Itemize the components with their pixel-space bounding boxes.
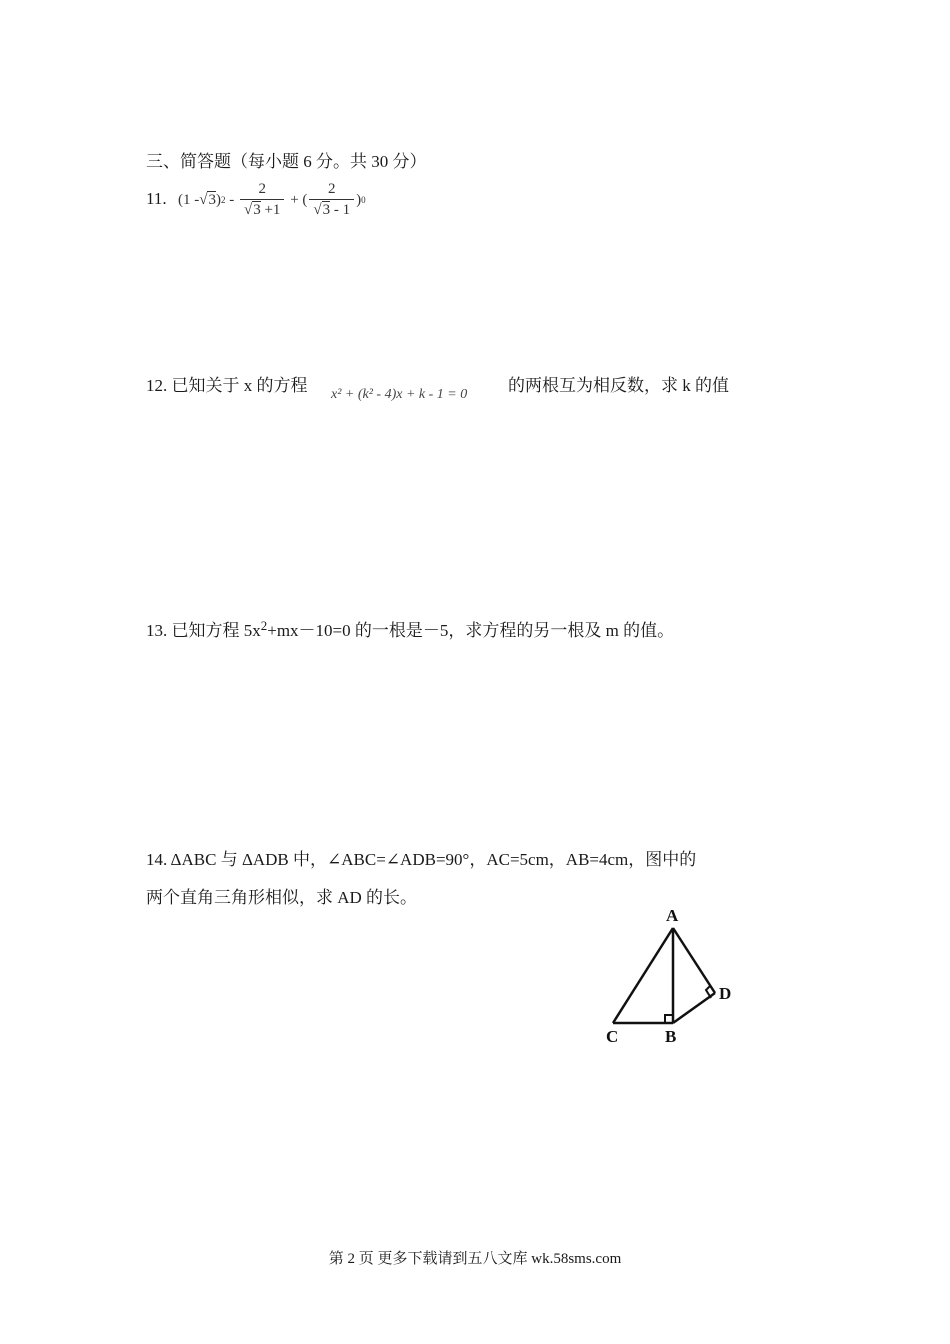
- q12-suffix: 的两根互为相反数，求 k 的值: [508, 376, 729, 395]
- q14-line-2: 两个直角三角形相似，求 AD 的长。: [146, 888, 418, 907]
- label-a: A: [666, 906, 679, 925]
- q11-number: 11.: [146, 189, 167, 208]
- label-c: C: [606, 1027, 619, 1046]
- segment-ad: [673, 928, 715, 993]
- q11-close-zero: ): [356, 191, 362, 208]
- segment-bd: [673, 993, 715, 1023]
- q13-text-b: +mx－10=0 的一根是－5，求方程的另一根及 m 的值。: [267, 621, 675, 640]
- q12-equation: x² + (k² - 4)x + k - 1 = 0: [331, 387, 468, 402]
- q11-fraction-1: $\frac{2}{√3 +1}$: [240, 181, 284, 219]
- triangle-figure: [600, 903, 750, 1048]
- q12-prefix: 12. 已知关于 x 的方程: [146, 376, 308, 395]
- q11-open: (1 -: [178, 191, 200, 208]
- q11-sqrt: √3: [199, 191, 216, 208]
- q13-exponent: 2: [260, 618, 268, 633]
- page-footer: 第 2 页 更多下载请到五八文库 wk.58sms.com: [328, 1251, 622, 1267]
- q11-exp0: 0: [361, 195, 366, 205]
- q11-exp2: 2: [220, 195, 226, 205]
- q13-text: [146, 619, 674, 639]
- q11-plus: + (: [286, 191, 308, 208]
- q13-text-a: 13. 已知方程 5x: [146, 621, 261, 640]
- q11-minus: -: [225, 191, 238, 208]
- q14-line-1: 14. ΔABC 与 ΔADB 中，∠ABC=∠ADB=90°，AC=5cm，AB=4cm，图中的: [146, 850, 697, 869]
- section-heading: 三、简答题（每小题 6 分。共 30 分）: [146, 152, 427, 171]
- q11-fraction-2: $\frac{2}{√3 - 1}$: [309, 181, 354, 219]
- segment-ac: [613, 928, 673, 1023]
- label-b: B: [665, 1027, 677, 1046]
- q11-expression: [178, 175, 366, 225]
- q11-close: ): [215, 191, 221, 208]
- label-d: D: [719, 984, 732, 1003]
